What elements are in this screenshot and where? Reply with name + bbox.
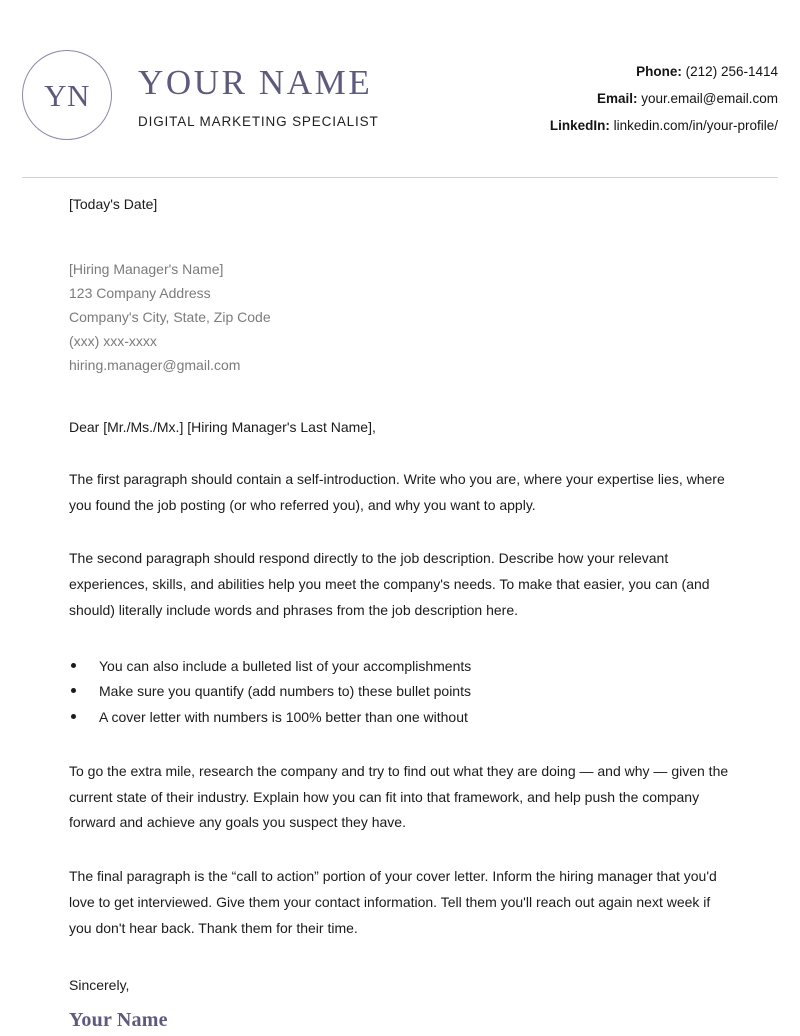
letter-date: [Today's Date] [69,196,158,212]
job-title: DIGITAL MARKETING SPECIALIST [138,113,379,129]
contact-linkedin-value[interactable]: linkedin.com/in/your-profile/ [609,118,778,133]
recipient-name: [Hiring Manager's Name] [69,260,224,277]
identity-block [22,48,379,140]
contact-email-value[interactable]: your.email@email.com [637,91,778,106]
contact-linkedin [550,112,778,139]
letter-body [69,194,731,1032]
monogram-circle-icon [22,50,112,140]
list-item-label: Make sure you quantify (add numbers to) these bullet points [99,683,471,700]
list-item [69,679,731,705]
recipient-phone: (xxx) xxx-xxxx [69,332,157,349]
paragraph-2: The second paragraph should respond directly to the job description. Describe how your relevant experiences, skills, and abilities help you meet the company's needs. To make that easier, you can (and should) literally include words and phrases from the job description here. [69,550,710,618]
closing-salutation: Sincerely, [69,977,130,994]
bullet-dot-icon [71,688,76,693]
list-item-label: You can also include a bulleted list of your accomplishments [99,657,472,674]
recipient-street: 123 Company Address [69,284,211,301]
name-block [138,59,379,128]
contact-phone [550,58,778,85]
contact-linkedin-label: LinkedIn: [549,118,610,133]
bullet-dot-icon [71,663,76,668]
recipient-address-block [69,257,731,377]
contact-email [550,85,778,112]
salutation: Dear [Mr./Ms./Mx.] [Hiring Manager's Last Name], [69,419,376,436]
paragraph-1: The first paragraph should contain a self-introduction. Write who you are, where your expertise lies, where you found the job posting (or who referred you), and why you want to apply. [69,470,725,513]
contact-phone-value: (212) 256-1414 [681,64,778,79]
signature-name: Your Name [69,1008,168,1031]
list-item [69,654,731,680]
paragraph-4: The final paragraph is the “call to action” portion of your cover letter. Inform the hiring manager that you'd love to get interviewed. Give them your contact information. Tell them you'll reach out again next week if you don't hear back. Thank them for their time. [69,868,717,936]
letterhead-row [22,48,778,140]
header-divider [22,177,778,178]
letterhead-header [0,0,800,178]
recipient-email: hiring.manager@gmail.com [69,357,241,373]
contact-phone-label: Phone: [636,64,682,79]
accomplishments-list [69,654,731,731]
list-item-label: A cover letter with numbers is 100% better than one without [99,709,468,726]
list-item [69,705,731,731]
bullet-dot-icon [71,714,76,719]
recipient-city-state-zip: Company's City, State, Zip Code [69,308,271,325]
monogram-initials: YN [44,77,90,113]
page-title: YOUR NAME [138,63,373,103]
contact-email-label: Email: [596,91,638,106]
contact-block [550,48,778,139]
paragraph-3: To go the extra mile, research the company and try to find out what they are doing — and why — given the current state of their industry. Explain how you can fit into that framework, and help push the company forward and achieve any goals you suspect they have. [69,762,729,831]
